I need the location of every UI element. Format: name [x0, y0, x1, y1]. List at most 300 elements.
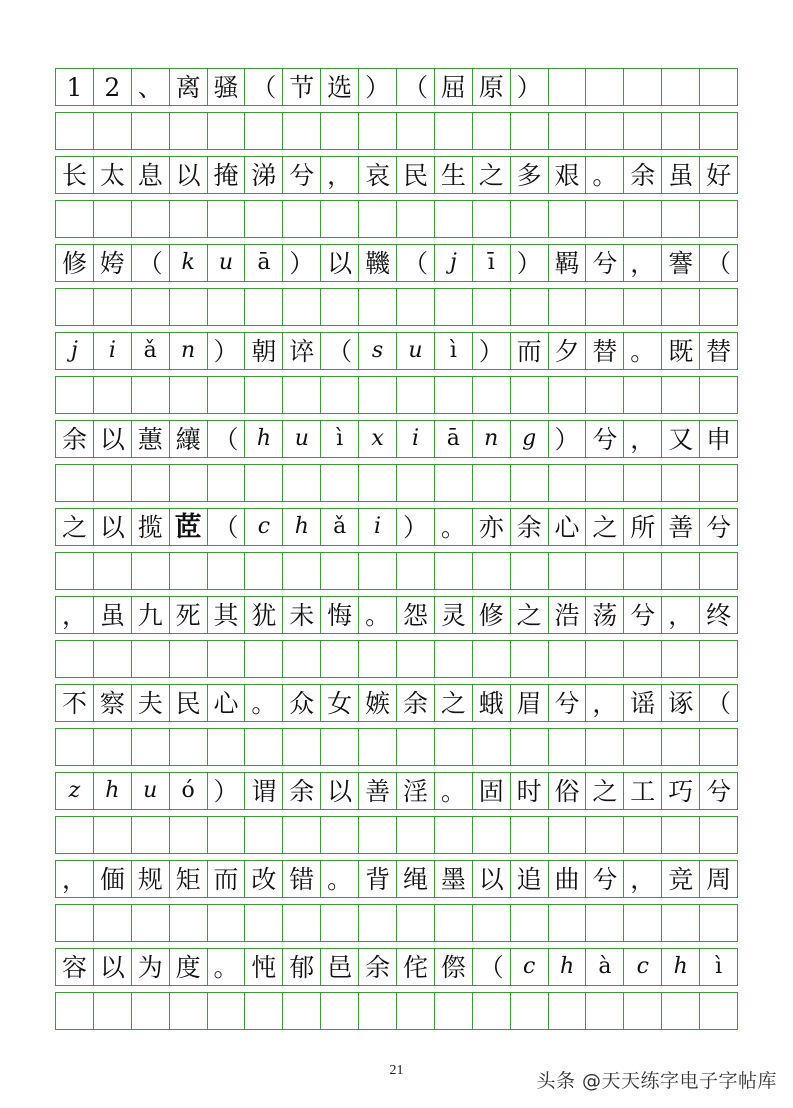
grid-cell: 。	[245, 685, 283, 721]
grid-cell	[435, 817, 473, 853]
grid-cell	[208, 729, 246, 765]
grid-cell	[511, 905, 549, 941]
grid-cell	[624, 817, 662, 853]
grid-cell: ）	[511, 69, 549, 105]
grid-cell: 曲	[549, 861, 587, 897]
grid-cell	[245, 289, 283, 325]
blank-practice-row	[55, 552, 738, 590]
grid-cell	[586, 817, 624, 853]
grid-cell	[359, 465, 397, 501]
grid-cell	[662, 465, 700, 501]
grid-cell: 之	[56, 509, 94, 545]
grid-cell: 。	[435, 509, 473, 545]
grid-cell: 。	[586, 157, 624, 193]
grid-cell: 民	[397, 157, 435, 193]
grid-cell	[245, 729, 283, 765]
grid-cell	[700, 729, 738, 765]
grid-cell: 未	[283, 597, 321, 633]
grid-cell: i	[94, 333, 132, 369]
grid-cell: 艰	[549, 157, 587, 193]
grid-cell: 忳	[245, 949, 283, 985]
grid-cell: （	[700, 685, 738, 721]
grid-cell: 改	[245, 861, 283, 897]
text-row	[55, 948, 738, 986]
grid-cell	[56, 289, 94, 325]
grid-cell	[700, 465, 738, 501]
grid-cell: ì	[700, 949, 738, 985]
grid-cell	[94, 289, 132, 325]
grid-cell	[473, 641, 511, 677]
grid-cell: （	[208, 509, 246, 545]
grid-cell	[549, 993, 587, 1029]
grid-cell	[624, 905, 662, 941]
grid-cell: 众	[283, 685, 321, 721]
grid-cell	[170, 377, 208, 413]
watermark: 头条 @天天练字电子字帖库	[536, 1070, 777, 1092]
grid-cell: ）	[283, 245, 321, 281]
grid-cell: 时	[511, 773, 549, 809]
grid-cell: u	[132, 773, 170, 809]
grid-cell	[321, 465, 359, 501]
grid-cell	[473, 465, 511, 501]
grid-cell	[397, 113, 435, 149]
grid-cell	[511, 817, 549, 853]
grid-cell	[359, 553, 397, 589]
text-row	[55, 596, 738, 634]
grid-cell: 侘	[397, 949, 435, 985]
grid-cell	[511, 729, 549, 765]
grid-cell	[586, 201, 624, 237]
grid-cell: h	[662, 949, 700, 985]
grid-cell: 、	[132, 69, 170, 105]
grid-cell: 替	[586, 333, 624, 369]
grid-cell: （	[700, 245, 738, 281]
grid-cell: 既	[662, 333, 700, 369]
grid-cell: 追	[511, 861, 549, 897]
grid-cell: （	[208, 421, 246, 457]
grid-cell	[435, 641, 473, 677]
grid-cell	[435, 289, 473, 325]
grid-cell	[397, 553, 435, 589]
grid-cell: ）	[208, 773, 246, 809]
text-row	[55, 244, 738, 282]
grid-cell: 涕	[245, 157, 283, 193]
grid-cell: 容	[56, 949, 94, 985]
blank-practice-row	[55, 904, 738, 942]
grid-cell	[359, 641, 397, 677]
grid-cell: 矩	[170, 861, 208, 897]
grid-cell	[397, 993, 435, 1029]
grid-cell: 之	[586, 509, 624, 545]
grid-cell: 怨	[397, 597, 435, 633]
grid-cell: 民	[170, 685, 208, 721]
grid-cell: 选	[321, 69, 359, 105]
grid-cell	[549, 201, 587, 237]
grid-cell	[549, 729, 587, 765]
grid-cell	[94, 729, 132, 765]
grid-cell	[511, 289, 549, 325]
grid-cell: 俗	[549, 773, 587, 809]
grid-cell: ā	[435, 421, 473, 457]
grid-cell: 兮	[586, 421, 624, 457]
grid-cell: 离	[170, 69, 208, 105]
grid-cell: 申	[700, 421, 738, 457]
grid-cell: ，	[56, 597, 94, 633]
grid-cell	[56, 905, 94, 941]
grid-cell	[245, 905, 283, 941]
grid-cell: h	[283, 509, 321, 545]
blank-practice-row	[55, 640, 738, 678]
grid-cell: ，	[624, 861, 662, 897]
grid-cell: h	[94, 773, 132, 809]
grid-cell: 羁	[549, 245, 587, 281]
grid-cell	[586, 113, 624, 149]
grid-cell: ，	[624, 421, 662, 457]
grid-cell: 工	[624, 773, 662, 809]
grid-cell: 余	[359, 949, 397, 985]
grid-cell: 。	[435, 773, 473, 809]
grid-cell	[586, 993, 624, 1029]
grid-cell: 墨	[435, 861, 473, 897]
grid-cell	[208, 377, 246, 413]
grid-cell: 亦	[473, 509, 511, 545]
grid-cell: 夕	[549, 333, 587, 369]
grid-cell	[511, 553, 549, 589]
grid-cell: j	[56, 333, 94, 369]
grid-cell	[170, 817, 208, 853]
grid-cell: ǎ	[132, 333, 170, 369]
grid-cell: 以	[170, 157, 208, 193]
grid-cell: 谇	[283, 333, 321, 369]
grid-cell: 夫	[132, 685, 170, 721]
blank-practice-row	[55, 728, 738, 766]
grid-cell	[473, 905, 511, 941]
grid-cell: 掩	[208, 157, 246, 193]
grid-cell	[321, 641, 359, 677]
grid-cell	[245, 553, 283, 589]
grid-cell	[245, 993, 283, 1029]
grid-cell	[397, 465, 435, 501]
grid-cell: 又	[662, 421, 700, 457]
grid-cell	[624, 993, 662, 1029]
grid-cell: 余	[56, 421, 94, 457]
grid-cell: 蕙	[132, 421, 170, 457]
grid-cell	[662, 905, 700, 941]
grid-cell	[245, 113, 283, 149]
grid-cell: 而	[208, 861, 246, 897]
grid-cell: 以	[473, 861, 511, 897]
grid-cell	[397, 729, 435, 765]
text-row	[55, 156, 738, 194]
grid-cell: 邑	[321, 949, 359, 985]
grid-cell: 偭	[94, 861, 132, 897]
grid-cell	[397, 817, 435, 853]
grid-cell	[321, 377, 359, 413]
grid-cell: 余	[283, 773, 321, 809]
grid-cell: 淫	[397, 773, 435, 809]
grid-cell: k	[170, 245, 208, 281]
grid-cell	[132, 993, 170, 1029]
grid-cell	[397, 289, 435, 325]
grid-cell	[549, 465, 587, 501]
grid-cell	[662, 289, 700, 325]
grid-cell	[132, 641, 170, 677]
grid-cell: ）	[511, 245, 549, 281]
grid-cell	[283, 553, 321, 589]
grid-cell	[473, 993, 511, 1029]
grid-cell: 。	[359, 597, 397, 633]
grid-cell	[56, 113, 94, 149]
grid-cell	[245, 377, 283, 413]
grid-cell	[94, 641, 132, 677]
grid-cell	[283, 905, 321, 941]
grid-cell: ，	[586, 685, 624, 721]
grid-cell	[662, 641, 700, 677]
grid-cell	[511, 201, 549, 237]
grid-cell	[283, 641, 321, 677]
grid-cell	[208, 553, 246, 589]
grid-cell: 之	[586, 773, 624, 809]
grid-cell	[208, 641, 246, 677]
grid-cell	[321, 905, 359, 941]
grid-cell: 以	[321, 245, 359, 281]
grid-cell: n	[170, 333, 208, 369]
grid-cell	[397, 641, 435, 677]
grid-cell	[662, 729, 700, 765]
grid-cell: 善	[662, 509, 700, 545]
grid-cell: u	[397, 333, 435, 369]
grid-cell	[170, 553, 208, 589]
grid-cell	[94, 817, 132, 853]
grid-cell	[132, 905, 170, 941]
text-row	[55, 772, 738, 810]
grid-cell	[662, 69, 700, 105]
grid-cell	[56, 729, 94, 765]
grid-cell	[359, 289, 397, 325]
grid-cell	[94, 905, 132, 941]
grid-cell	[700, 289, 738, 325]
grid-cell: 好	[700, 157, 738, 193]
grid-cell	[511, 377, 549, 413]
grid-cell: 以	[321, 773, 359, 809]
grid-cell	[245, 817, 283, 853]
grid-cell: 茝	[170, 509, 208, 545]
grid-cell	[549, 905, 587, 941]
text-row	[55, 684, 738, 722]
grid-cell: 察	[94, 685, 132, 721]
grid-cell: ǎ	[321, 509, 359, 545]
grid-cell: 背	[359, 861, 397, 897]
grid-cell	[435, 993, 473, 1029]
grid-cell: 原	[473, 69, 511, 105]
grid-cell	[170, 201, 208, 237]
grid-cell	[321, 201, 359, 237]
grid-cell: 揽	[132, 509, 170, 545]
grid-cell: ì	[321, 421, 359, 457]
grid-cell	[624, 641, 662, 677]
grid-cell: 替	[700, 333, 738, 369]
grid-cell	[170, 905, 208, 941]
grid-cell	[132, 817, 170, 853]
grid-cell: 。	[624, 333, 662, 369]
grid-cell: 之	[511, 597, 549, 633]
grid-cell: ）	[359, 69, 397, 105]
grid-cell: 蛾	[473, 685, 511, 721]
grid-cell	[397, 377, 435, 413]
grid-cell: 。	[321, 861, 359, 897]
grid-cell: 骚	[208, 69, 246, 105]
grid-cell	[94, 465, 132, 501]
grid-cell: 度	[170, 949, 208, 985]
grid-cell: ，	[624, 245, 662, 281]
grid-cell	[473, 817, 511, 853]
grid-cell: 荡	[586, 597, 624, 633]
grid-cell: 。	[208, 949, 246, 985]
grid-cell	[208, 905, 246, 941]
grid-cell: à	[586, 949, 624, 985]
grid-cell: 犹	[245, 597, 283, 633]
grid-cell	[208, 993, 246, 1029]
grid-cell: x	[359, 421, 397, 457]
grid-cell	[624, 729, 662, 765]
grid-cell	[283, 817, 321, 853]
grid-cell: j	[435, 245, 473, 281]
grid-cell	[549, 289, 587, 325]
grid-cell: 浩	[549, 597, 587, 633]
grid-cell: 太	[94, 157, 132, 193]
grid-cell	[549, 377, 587, 413]
grid-cell: g	[511, 421, 549, 457]
grid-cell: ì	[435, 333, 473, 369]
grid-cell: 哀	[359, 157, 397, 193]
grid-cell	[586, 377, 624, 413]
grid-cell: 纕	[170, 421, 208, 457]
grid-cell	[283, 729, 321, 765]
grid-cell	[586, 905, 624, 941]
grid-cell: i	[397, 421, 435, 457]
grid-cell: 而	[511, 333, 549, 369]
grid-cell: ）	[397, 509, 435, 545]
grid-cell	[397, 201, 435, 237]
grid-cell	[56, 641, 94, 677]
grid-cell: 女	[321, 685, 359, 721]
grid-cell	[359, 377, 397, 413]
grid-cell	[549, 641, 587, 677]
blank-practice-row	[55, 816, 738, 854]
grid-cell: h	[549, 949, 587, 985]
grid-cell: 朝	[245, 333, 283, 369]
grid-cell: ）	[549, 421, 587, 457]
grid-cell: h	[245, 421, 283, 457]
grid-cell: c	[624, 949, 662, 985]
grid-cell: 灵	[435, 597, 473, 633]
grid-cell	[283, 201, 321, 237]
grid-cell: n	[473, 421, 511, 457]
grid-cell	[435, 377, 473, 413]
grid-cell: 规	[132, 861, 170, 897]
grid-cell	[208, 201, 246, 237]
grid-cell	[624, 465, 662, 501]
grid-cell: ī	[473, 245, 511, 281]
blank-practice-row	[55, 376, 738, 414]
grid-cell	[662, 817, 700, 853]
grid-cell: 修	[473, 597, 511, 633]
grid-cell	[624, 69, 662, 105]
grid-cell: 余	[511, 509, 549, 545]
grid-cell	[435, 729, 473, 765]
grid-cell	[473, 113, 511, 149]
grid-cell: 兮	[586, 245, 624, 281]
grid-cell	[586, 641, 624, 677]
grid-cell: 姱	[94, 245, 132, 281]
grid-cell	[700, 377, 738, 413]
grid-cell: 以	[94, 421, 132, 457]
grid-cell	[700, 905, 738, 941]
grid-cell	[662, 113, 700, 149]
grid-cell	[586, 465, 624, 501]
grid-cell: 节	[283, 69, 321, 105]
grid-cell	[170, 729, 208, 765]
text-row	[55, 332, 738, 370]
grid-cell: 謇	[662, 245, 700, 281]
grid-cell: （	[321, 333, 359, 369]
grid-cell	[586, 69, 624, 105]
grid-cell: u	[208, 245, 246, 281]
grid-cell: s	[359, 333, 397, 369]
grid-cell: ，	[321, 157, 359, 193]
grid-cell: 为	[132, 949, 170, 985]
grid-cell	[283, 993, 321, 1029]
grid-cell: 1	[56, 69, 94, 105]
grid-cell	[94, 993, 132, 1029]
grid-cell: ，	[56, 861, 94, 897]
grid-cell: 兮	[586, 861, 624, 897]
grid-cell	[700, 641, 738, 677]
grid-cell	[208, 289, 246, 325]
grid-cell: （	[132, 245, 170, 281]
grid-cell	[283, 113, 321, 149]
grid-cell: ）	[208, 333, 246, 369]
grid-cell: 心	[549, 509, 587, 545]
grid-cell: ，	[662, 597, 700, 633]
grid-cell: i	[359, 509, 397, 545]
grid-cell: z	[56, 773, 94, 809]
grid-cell	[56, 993, 94, 1029]
grid-cell	[321, 113, 359, 149]
grid-cell	[435, 465, 473, 501]
grid-cell: 不	[56, 685, 94, 721]
grid-cell	[56, 465, 94, 501]
grid-cell: 以	[94, 509, 132, 545]
grid-cell: 死	[170, 597, 208, 633]
grid-cell	[94, 553, 132, 589]
grid-cell	[700, 113, 738, 149]
grid-cell: ā	[245, 245, 283, 281]
grid-cell: 九	[132, 597, 170, 633]
grid-cell	[170, 641, 208, 677]
text-row	[55, 508, 738, 546]
grid-cell	[586, 553, 624, 589]
grid-cell	[170, 289, 208, 325]
grid-cell: 眉	[511, 685, 549, 721]
grid-cell	[700, 993, 738, 1029]
grid-cell	[359, 817, 397, 853]
grid-cell: 兮	[700, 773, 738, 809]
grid-cell	[473, 553, 511, 589]
text-row	[55, 860, 738, 898]
grid-cell: 悔	[321, 597, 359, 633]
grid-cell: 兮	[624, 597, 662, 633]
